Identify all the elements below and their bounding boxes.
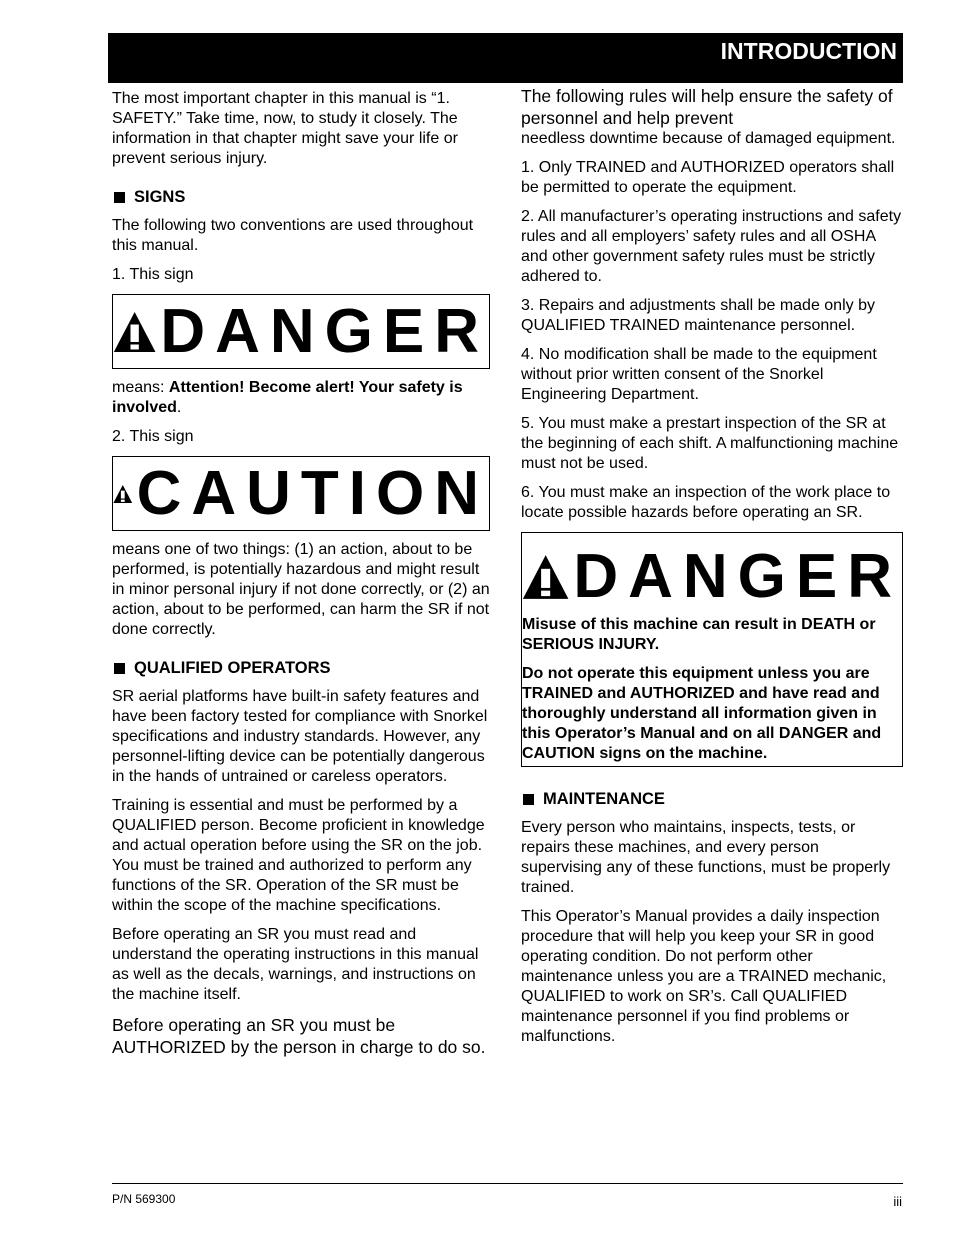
qualified-paragraph-1: SR aerial platforms have built-in safety features and have been factory tested for compliance with Snorkel specifications and industry standards. However, any personnel-lifting device can be potentially dangerous in the hands of untrained or careless operators. <box>112 688 488 785</box>
danger-notice-paragraph-1: Misuse of this machine can result in DEATH or SERIOUS INJURY. <box>522 616 876 653</box>
rule-item: 6. You must make an inspection of the work place to locate possible hazards before operating an SR. <box>521 484 891 521</box>
maintenance-heading <box>521 789 903 809</box>
caution-sign-example <box>112 456 490 531</box>
rule-item: 4. No modification shall be made to the equipment without prior written consent of the Snorkel Engineering Department. <box>521 346 877 403</box>
maintenance-heading-text: MAINTENANCE <box>543 790 665 808</box>
qualified-operators-heading <box>112 658 490 678</box>
danger-meaning <box>112 378 490 418</box>
rule-item: 2. All manufacturer’s operating instructions and safety rules and all employers’ safety rules and all OSHA and other government safety rules must be strictly adhered to. <box>521 208 902 285</box>
signs-intro: The following two conventions are used throughout this manual. <box>112 217 474 254</box>
qualified-paragraph-2: Training is essential and must be performed by a QUALIFIED person. Become proficient in knowledge and actual operation before using the SR on the job. You must be trained and authorized to perform any functions of the SR. Operation of the SR must be within the scope of the machine specifications. <box>112 797 485 914</box>
danger-sign-example <box>112 294 490 369</box>
danger-notice-word: DANGER <box>573 542 902 611</box>
sign2-label: 2. This sign <box>112 428 194 445</box>
rules-intro <box>521 85 903 149</box>
danger-meaning-prefix: means: <box>112 379 169 396</box>
rules-intro-small: needless downtime because of damaged equipment. <box>521 130 896 147</box>
warning-triangle-icon <box>522 551 569 603</box>
intro-paragraph: The most important chapter in this manual is “1. SAFETY.” Take time, now, to study it closely. The information in that chapter might save your life or prevent serious injury. <box>112 90 458 167</box>
footer-rule <box>112 1183 903 1184</box>
signs-heading-text: SIGNS <box>134 188 186 206</box>
page-number: iii <box>893 1194 902 1209</box>
rule-item: 5. You must make a prestart inspection of the SR at the beginning of each shift. A malfunctioning machine must not be used. <box>521 415 899 472</box>
caution-meaning: means one of two things: (1) an action, about to be performed, is potentially hazardous and might result in minor personal injury if not done correctly, or (2) an action, about to be performed, can harm the SR if not done correctly. <box>112 541 490 638</box>
rule-item: 1. Only TRAINED and AUTHORIZED operators shall be permitted to operate the equipment. <box>521 159 895 196</box>
signs-heading <box>112 187 490 207</box>
maintenance-paragraph-2: This Operator’s Manual provides a daily inspection procedure that will help you keep your SR in good operating condition. Do not perform other maintenance unless you are a TRAINED mechanic, QUALIFIED to work on SR’s. Call QUALIFIED maintenance personnel if you find problems or malfunctions. <box>521 908 887 1045</box>
warning-triangle-icon <box>113 306 156 358</box>
danger-meaning-suffix: . <box>176 399 182 416</box>
danger-word: DANGER <box>160 296 489 366</box>
qualified-paragraph-3: Before operating an SR you must read and understand the operating instructions in this manual as well as the decals, warnings, and instructions on the machine itself. <box>112 926 479 1003</box>
caution-word: CAUTION <box>136 458 489 528</box>
maintenance-paragraph-1: Every person who maintains, inspects, tests, or repairs these machines, and every person supervising any of these functions, must be properly trained. <box>521 819 891 896</box>
danger-notice-paragraph-2: Do not operate this equipment unless you are TRAINED and AUTHORIZED and have read and thoroughly understand all information given in this Operator’s Manual and on all DANGER and CAUTION signs on the machine. <box>522 665 882 762</box>
qualified-paragraph-4: Before operating an SR you must be AUTHORIZED by the person in charge to do so. <box>112 1015 486 1057</box>
part-number: P/N 569300 <box>112 1192 176 1206</box>
square-bullet-icon <box>523 794 534 805</box>
rules-intro-large: The following rules will help ensure the safety of personnel and help prevent <box>521 86 893 128</box>
danger-notice-header <box>522 542 902 611</box>
right-column <box>521 85 903 1056</box>
header-bar <box>108 33 903 83</box>
warning-triangle-icon <box>113 468 133 520</box>
danger-meaning-bold: Attention! Become alert! Your safety is involved <box>112 379 463 416</box>
page-title: INTRODUCTION <box>720 38 897 64</box>
rule-item: 3. Repairs and adjustments shall be made only by QUALIFIED TRAINED maintenance personnel. <box>521 297 875 334</box>
square-bullet-icon <box>114 663 125 674</box>
square-bullet-icon <box>114 192 125 203</box>
qualified-heading-text: QUALIFIED OPERATORS <box>134 659 331 677</box>
danger-notice-box <box>521 532 903 767</box>
left-column <box>112 89 490 1067</box>
sign1-label: 1. This sign <box>112 266 194 283</box>
